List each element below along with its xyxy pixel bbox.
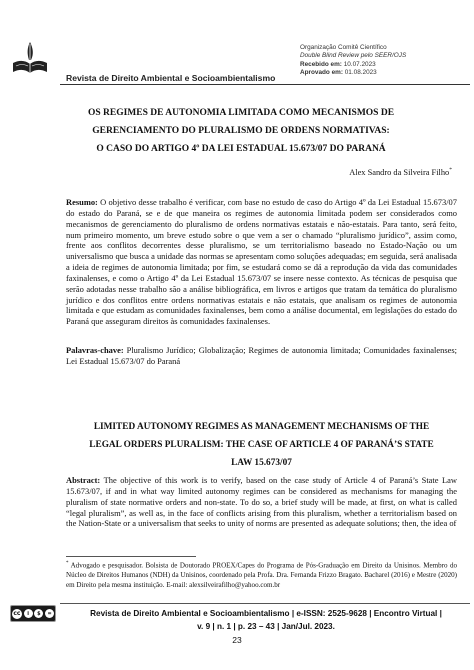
footnote (66, 559, 457, 591)
review-meta (300, 44, 470, 77)
abstract-pt-text: O objetivo desse trabalho é verificar, com base no estudo de caso do Artigo 4º da Lei Estadual 15.673/07 do estado do Paraná, se e de que maneira os regimes de autonomia limitada podem ser considerados como mecanismos de gerenciamento do pluralismo de ordens normativas estatais e não-estatais. Para tanto, será feito, num primeiro momento, um breve estudo sobre o que vem a ser o chamado “pluralismo jurídico”, assim como, frente aos conflitos decorrentes desse pluralismo, se um territorialismo baseado no Estado-Nação ou um universalismo que busca a unidade das normas se apresentam como soluções adequadas; em seguida, será analisada a ideia de regimes de autonomia limitada; por fim, se estudará como se dá a reprodução da vida das comunidades faxinalenses, e como o Artigo 4º da Lei Estadual 15.673/07 se insere nesse contexto. As técnicas de pesquisa que serão adotadas nesse trabalho são a análise bibliográfica, em livros e artigos que tratam da temática do pluralismo jurídico e dos conflitos entre ordens normativas estatais e não estatais, que analisam os regimes de autonomia limitada e que estudam as comunidades faxinalenses, bem como a análise documental, em legislações do estado do Paraná que asseguram direitos às comunidades faxinalenses. (66, 197, 457, 327)
received-label: Recebido em: (300, 60, 342, 68)
keywords-pt-text: Pluralismo Jurídico; Globalização; Regimes de autonomia limitada; Comunidades faxinalenses; Lei Estadual 15.673/07 do Paraná (66, 345, 457, 366)
footer-line-2: v. 9 | n. 1 | p. 23 – 43 | Jan/Jul. 2023. (197, 622, 335, 631)
abstract-en-label: Abstract: (66, 475, 101, 485)
title-pt-line-2: GERENCIAMENTO DO PLURALISMO DE ORDENS NORMATIVAS: (92, 126, 390, 136)
approved-date: 01.08.2023 (344, 68, 377, 76)
author (349, 167, 452, 177)
received-line (300, 61, 470, 69)
abstract-pt-label: Resumo: (66, 197, 98, 207)
footer-citation (66, 607, 466, 633)
journal-logo-icon (10, 38, 50, 78)
noncommercial-icon: $ (34, 609, 43, 618)
title-pt-line-1: OS REGIMES DE AUTONOMIA LIMITADA COMO MECANISMOS DE (87, 108, 395, 118)
cc-icon: cc (13, 610, 21, 617)
approved-line (300, 69, 470, 77)
attribution-icon: i (24, 609, 33, 618)
approved-label: Aprovado em: (300, 68, 343, 76)
footnote-text: Advogado e pesquisador. Bolsista de Doutorado PROEX/Capes do Programa de Pós-Graduação em Direito da Unisinos. Membro do Núcleo de Direitos Humanos (NDH) da Unisinos, coordenado pela Profa. Dra. Fernanda Frizzo Bragato. Bacharel (2016) e Mestre (2020) em Direito pela mesma instituição. E-mail: alexsilveirafilho@yahoo.com.br (66, 561, 457, 589)
footnote-mark: * (66, 561, 69, 566)
page-number: 23 (232, 635, 242, 645)
abstract-en-text: The objective of this work is to verify, based on the case study of Article 4 of Paraná’s State Law 15.673/07, if and in what way limited autonomy regimes can be considered as mechanisms for managing the pluralism of state normative orders and non-state. To do so, a brief study will be made, at first, on what is called “legal pluralism”, as well as, in the face of conflicts arising from this pluralism, whether a territorialism based on the Nation-State or a universalism that seeks to unity of norms are presented as adequate solutions; then, the idea of (66, 475, 457, 529)
title-en (66, 418, 457, 472)
title-en-line-2: LEGAL ORDERS PLURALISM: THE CASE OF ARTICLE 4 OF PARANÁ’S STATE (89, 440, 434, 450)
creative-commons-license-icon[interactable] (10, 605, 56, 622)
footer-divider (60, 603, 470, 604)
keywords-pt (66, 345, 457, 367)
journal-name: Revista de Direito Ambiental e Socioambientalismo (66, 73, 276, 83)
author-name: Alex Sandro da Silveira Filho (349, 167, 450, 177)
footer-line-1: Revista de Direito Ambiental e Socioambientalismo | e-ISSN: 2525-9628 | Encontro Virtual | (90, 609, 442, 618)
title-pt-line-3: O CASO DO ARTIGO 4º DA LEI ESTADUAL 15.673/07 DO PARANÁ (96, 144, 386, 154)
title-pt (66, 104, 416, 158)
title-en-line-1: LIMITED AUTONOMY REGIMES AS MANAGEMENT MECHANISMS OF THE (93, 422, 430, 432)
received-date: 10.07.2023 (343, 60, 376, 68)
organization-line: Organização Comitê Científico (300, 44, 387, 51)
abstract-pt (66, 197, 457, 327)
header-divider (60, 84, 470, 85)
author-footnote-mark[interactable]: * (449, 167, 452, 173)
review-line: Double Blind Review pelo SEER/OJS (300, 52, 407, 60)
title-en-line-3: LAW 15.673/07 (231, 458, 292, 468)
keywords-pt-label: Palavras-chave: (66, 345, 124, 355)
noderivatives-icon: = (45, 609, 54, 618)
abstract-en (66, 475, 457, 529)
footnote-divider (66, 556, 196, 557)
